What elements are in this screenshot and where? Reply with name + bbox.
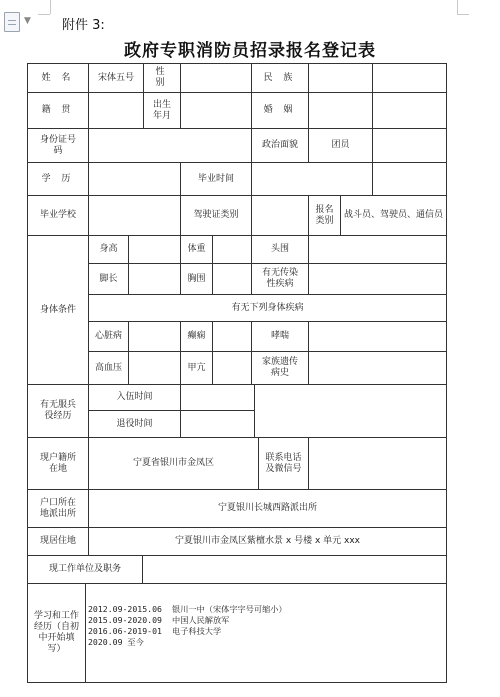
label-disease-header: 有无下列身体疾病 [231,302,304,313]
field-graduation-time[interactable] [252,163,372,195]
label-marital: 婚 姻 [263,105,297,115]
field-head-circ[interactable] [309,236,446,263]
list-item [88,626,448,637]
label-physical: 身体条件 [39,304,76,315]
field-hereditary[interactable] [309,352,446,384]
label-hukou: 现户籍所在地 [40,452,77,474]
label-foot-length: 脚长 [99,273,118,284]
field-heart[interactable] [129,322,180,351]
label-school: 毕业学校 [39,210,76,220]
field-enlist-time[interactable] [181,385,254,410]
field-police-station[interactable]: 宁夏银川长城西路派出所 [217,503,317,513]
table-border-right [446,63,447,683]
field-hukou[interactable]: 宁夏省银川市金凤区 [132,458,214,468]
field-political[interactable]: 团员 [331,140,350,150]
label-military: 有无服兵役经历 [39,400,76,421]
field-name[interactable]: 宋体五号 [97,72,134,83]
document-icon[interactable] [4,12,20,32]
field-apply-category[interactable]: 战斗员、驾驶员、通信员 [343,210,443,220]
resume-date: 2015.09-2020.09 [88,615,162,625]
field-weight[interactable] [213,236,251,263]
page-title: 政府专职消防员招录报名登记表 [124,41,376,61]
label-license-type: 驾驶证类别 [193,210,239,220]
field-height[interactable] [129,236,180,263]
field-gender[interactable] [181,64,251,92]
field-work-unit[interactable] [143,556,446,583]
resume-text: 电子科技大学 [172,626,222,636]
table-border-bottom [27,682,447,683]
label-gender: 性 别 [155,67,169,88]
label-chest: 胸围 [187,273,206,284]
field-infectious[interactable] [309,264,446,294]
photo-area[interactable] [373,64,446,195]
label-height: 身高 [99,244,118,254]
page-corner-right-v [457,0,458,14]
label-police-station: 户口所在地派出所 [40,497,77,519]
field-foot-length[interactable] [129,264,180,294]
label-name: 姓 名 [41,72,75,83]
resume-list[interactable] [88,604,448,648]
military-blank-area[interactable] [255,385,446,437]
resume-date: 2012.09-2015.06 [88,604,162,614]
label-ethnicity: 民 族 [263,72,297,83]
field-education[interactable] [89,163,180,195]
label-weight: 体重 [187,244,206,254]
label-asthma: 哮喘 [270,331,289,341]
label-resume: 学习和工作经历（自初中开始填写） [33,611,79,654]
label-birth-date: 出生年月 [152,99,171,121]
field-hypertension[interactable] [129,352,180,384]
field-residence[interactable]: 宁夏银川市金凤区紫檀水景 x 号楼 x 单元 xxx [175,536,360,546]
resume-date: 2016.06-2019-01 [88,626,162,636]
label-work-unit: 现工作单位及职务 [48,564,121,574]
resume-text: 中国人民解放军 [172,615,230,625]
label-infectious: 有无传染性疾病 [261,268,298,289]
label-hypertension: 高血压 [94,362,122,373]
label-epilepsy: 癫痫 [187,331,206,341]
field-birth-date[interactable] [181,93,251,128]
field-ethnicity[interactable] [309,64,372,92]
label-id-number: 身份证号码 [39,134,76,156]
field-contact[interactable] [309,438,446,489]
resume-date: 2020.09 至今 [88,637,144,647]
label-apply-category: 报名类别 [315,204,334,226]
list-item [88,604,448,615]
list-item [88,637,448,648]
list-item [88,615,448,626]
field-license-type[interactable] [252,196,308,235]
field-school[interactable] [89,196,180,235]
label-native-place: 籍 贯 [41,105,75,115]
chevron-down-icon[interactable]: ▼ [24,16,31,26]
field-asthma[interactable] [309,322,446,351]
field-hyperthyroid[interactable] [213,352,251,384]
page-corner-right-h [457,14,469,15]
field-chest[interactable] [213,264,251,294]
field-native-place[interactable] [89,93,143,128]
field-epilepsy[interactable] [213,322,251,351]
label-head-circ: 头围 [270,244,289,254]
label-residence: 现居住地 [39,536,76,546]
label-political: 政治面貌 [261,140,298,150]
page-corner-left-v [50,0,51,14]
label-enlist-time: 入伍时间 [116,392,153,402]
resume-text: 银川一中（宋体字字号可缩小） [172,604,287,614]
field-marital[interactable] [309,93,372,128]
label-hyperthyroid: 甲亢 [187,362,206,373]
label-heart: 心脏病 [94,331,122,341]
attachment-label: 附件 3: [62,18,105,33]
label-education: 学 历 [41,173,75,184]
field-discharge-time[interactable] [181,411,254,437]
label-graduation-time: 毕业时间 [197,173,234,184]
label-hereditary: 家族遗传病史 [261,357,298,378]
label-discharge-time: 退役时间 [116,418,153,429]
page-corner-left-h [38,14,50,15]
label-contact: 联系电话及微信号 [265,452,302,474]
field-id-number[interactable] [89,129,251,162]
